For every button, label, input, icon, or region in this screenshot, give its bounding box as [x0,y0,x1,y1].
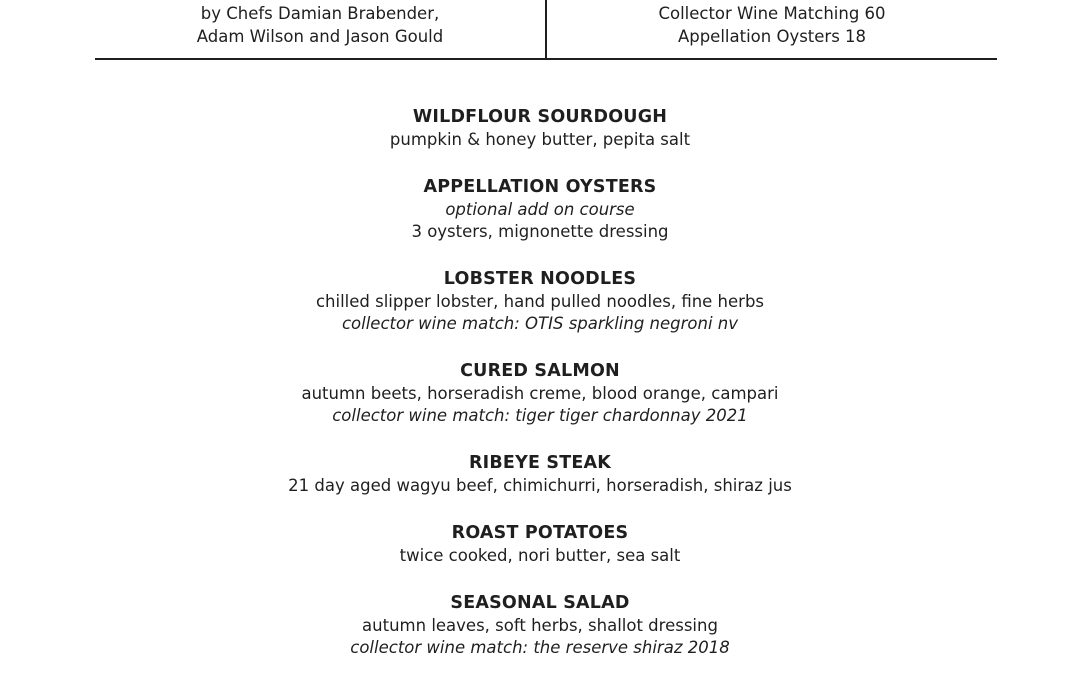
course-description: twice cooked, nori butter, sea salt [399,546,681,565]
pricing-info [547,2,997,48]
course-description: 3 oysters, mignonette dressing [411,222,669,241]
course-note: collector wine match: OTIS sparkling negroni nv [341,314,739,333]
chefs-credit [95,2,545,48]
course-description: autumn leaves, soft herbs, shallot dressing [362,616,718,635]
course-description: pumpkin & honey butter, pepita salt [389,130,691,149]
course-title: LOBSTER NOODLES [443,269,637,289]
course-item [0,175,1080,243]
course-note: optional add on course [445,200,635,219]
course-item [0,521,1080,567]
course-item [0,105,1080,151]
course-item [0,359,1080,427]
course-title: APPELLATION OYSTERS [423,177,657,197]
course-title: SEASONAL SALAD [450,593,630,613]
menu-header [95,0,997,60]
price-line-wine-matching: Collector Wine Matching 60 [658,4,886,23]
course-description: chilled slipper lobster, hand pulled noodles, fine herbs [315,292,765,311]
course-title: RIBEYE STEAK [469,453,611,473]
course-note: collector wine match: tiger tiger chardonnay 2021 [332,406,748,425]
course-description: autumn beets, horseradish creme, blood orange, campari [301,384,779,403]
menu-courses [0,105,1080,683]
course-item [0,591,1080,659]
course-item [0,267,1080,335]
course-note: collector wine match: the reserve shiraz 2018 [350,638,730,657]
course-title: WILDFLOUR SOURDOUGH [412,107,668,127]
course-item [0,451,1080,497]
chefs-line-1: by Chefs Damian Brabender, [200,4,440,23]
price-line-oysters: Appellation Oysters 18 [677,27,867,46]
course-title: CURED SALMON [460,361,620,381]
chefs-line-2: Adam Wilson and Jason Gould [196,27,444,46]
course-title: ROAST POTATOES [451,523,629,543]
course-description: 21 day aged wagyu beef, chimichurri, horseradish, shiraz jus [288,476,792,495]
